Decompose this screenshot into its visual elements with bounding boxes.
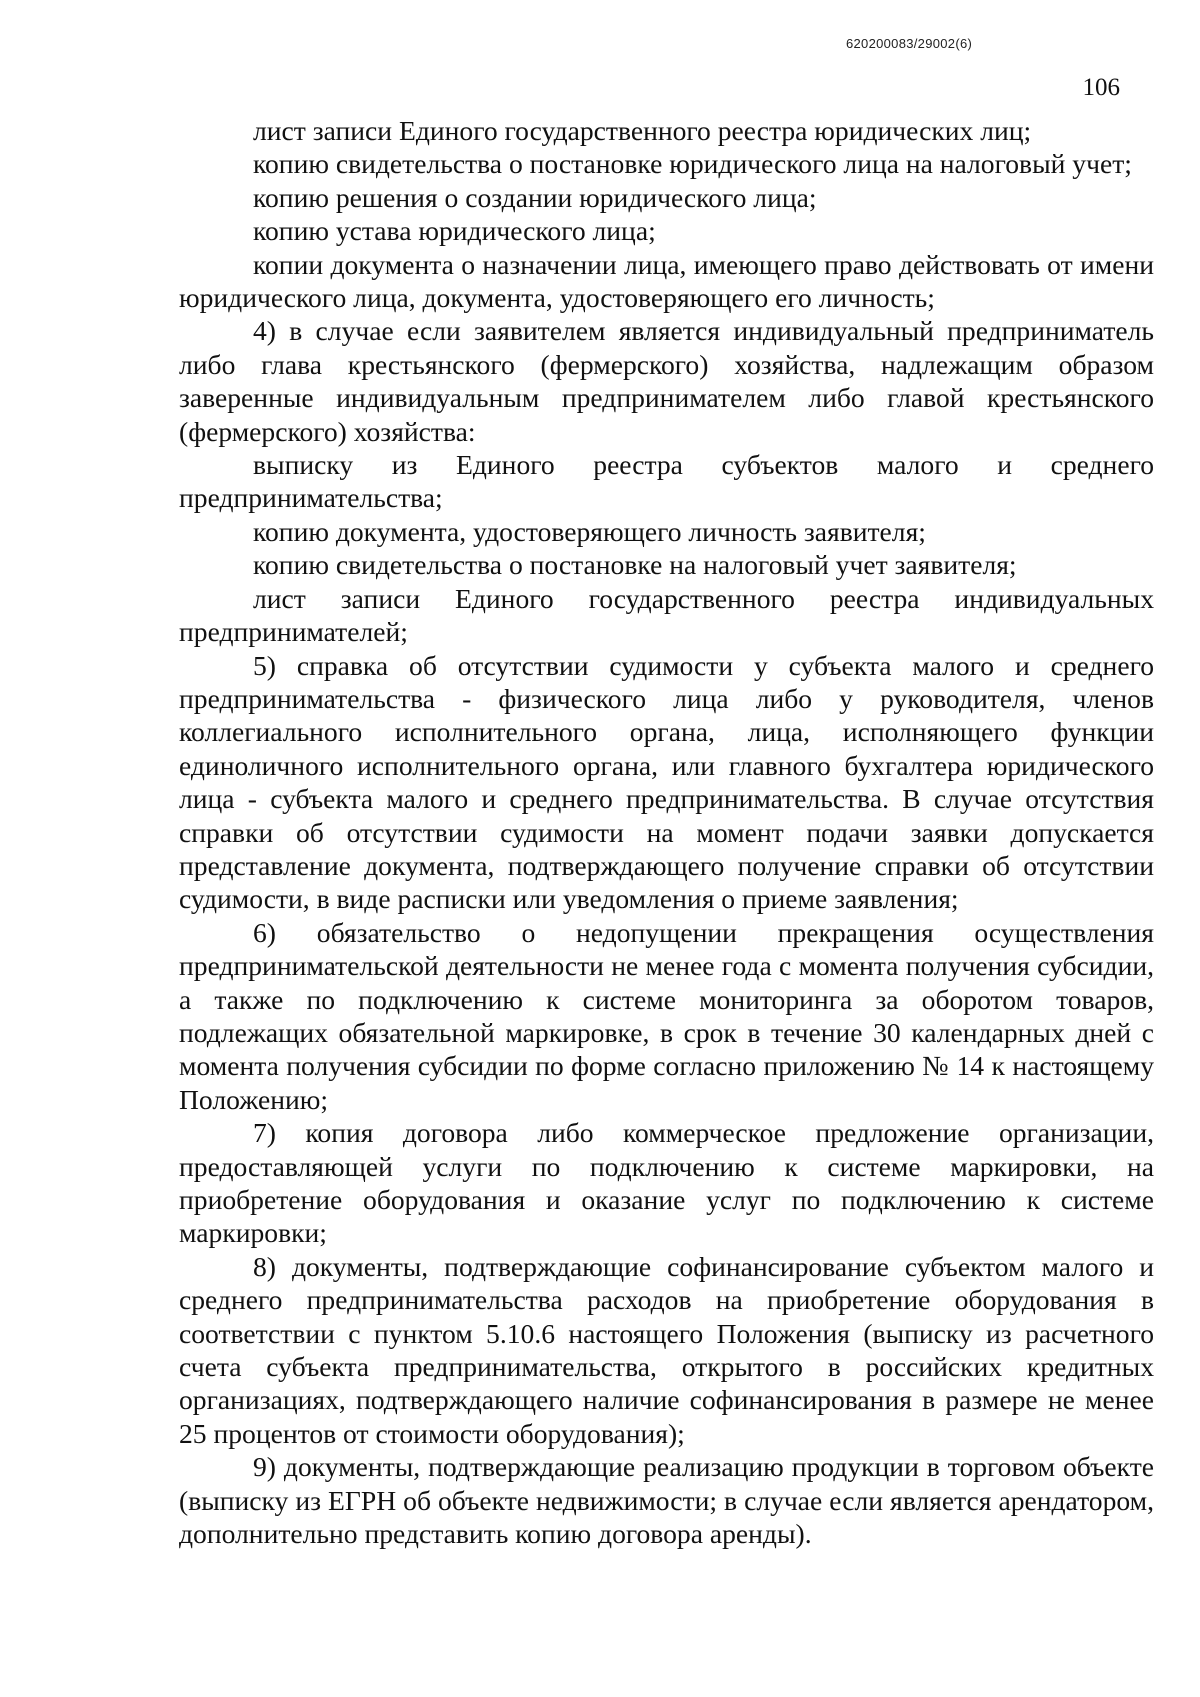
paragraph-appointment-document: копии документа о назначении лица, имеющего право действовать от имени юридического лица, документа, удостоверяющего его личность; xyxy=(179,248,1154,314)
paragraph-item-6: 6) обязательство о недопущении прекращения осуществления предпринимательской деятельности не менее года с момента получения субсидии, а также по подключению к системе мониторинга за оборотом товаров, подлежащих обязательной маркировке, в срок в течение 30 календарных дней с момента получения субсидии по форме согласно приложению № 14 к настоящему Положению; xyxy=(179,916,1154,1115)
paragraph-item-4: 4) в случае если заявителем является индивидуальный предприниматель либо глава крестьянского (фермерского) хозяйства, надлежащим образом заверенные индивидуальным предпринимателем либо главой крестьянского (фермерского) хозяйства: xyxy=(179,315,1154,447)
paragraph-item-7: 7) копия договора либо коммерческое предложение организации, предоставляющей услуги по подключению к системе маркировки, на приобретение оборудования и оказание услуг по подключению к системе маркировки; xyxy=(179,1117,1154,1249)
page-number: 106 xyxy=(1082,74,1120,101)
paragraph-charter-copy: копию устава юридического лица; xyxy=(253,215,656,247)
paragraph-sme-register-extract: выписку из Единого реестра субъектов малого и среднего предпринимательства; xyxy=(179,449,1154,514)
paragraph-egrul-record: лист записи Единого государственного реестра юридических лиц; xyxy=(253,115,1032,146)
paragraph-item-8: 8) документы, подтверждающие софинансирование субъектом малого и среднего предпринимательства расходов на приобретение оборудования в соответствии с пунктом 5.10.6 настоящего Положения (выписку из расчетного счета субъекта предпринимательства, открытого в российских кредитных организациях, подтверждающего наличие софинансирования в размере не менее 25 процентов от стоимости оборудования); xyxy=(179,1250,1154,1449)
document-id: 620200083/29002(6) xyxy=(846,36,973,51)
paragraph-identity-document: копию документа, удостоверяющего личность заявителя; xyxy=(253,515,926,547)
paragraph-founding-decision: копию решения о создании юридического лица; xyxy=(253,181,817,213)
paragraph-tax-registration-certificate: копию свидетельства о постановке юридического лица на налоговый учет; xyxy=(253,148,1132,180)
document-body xyxy=(179,114,1154,1550)
paragraph-item-9: 9) документы, подтверждающие реализацию продукции в торговом объекте (выписку из ЕГРН об объекте недвижимости; в случае если является арендатором, дополнительно представить копию договора аренды). xyxy=(179,1451,1154,1550)
paragraph-egrip-record: лист записи Единого государственного реестра индивидуальных предпринимателей; xyxy=(179,582,1154,648)
paragraph-applicant-tax-certificate: копию свидетельства о постановке на налоговый учет заявителя; xyxy=(253,549,1017,581)
paragraph-item-5: 5) справка об отсутствии судимости у субъекта малого и среднего предпринимательства - физического лица либо у руководителя, членов коллегиального исполнительного органа, лица, исполняющего функции единоличного исполнительного органа, или главного бухгалтера юридического лица - субъекта малого и среднего предпринимательства. В случае отсутствия справки об отсутствии судимости на момент подачи заявки допускается представление документа, подтверждающего получение справки об отсутствии судимости, в виде расписки или уведомления о приеме заявления; xyxy=(179,649,1154,915)
